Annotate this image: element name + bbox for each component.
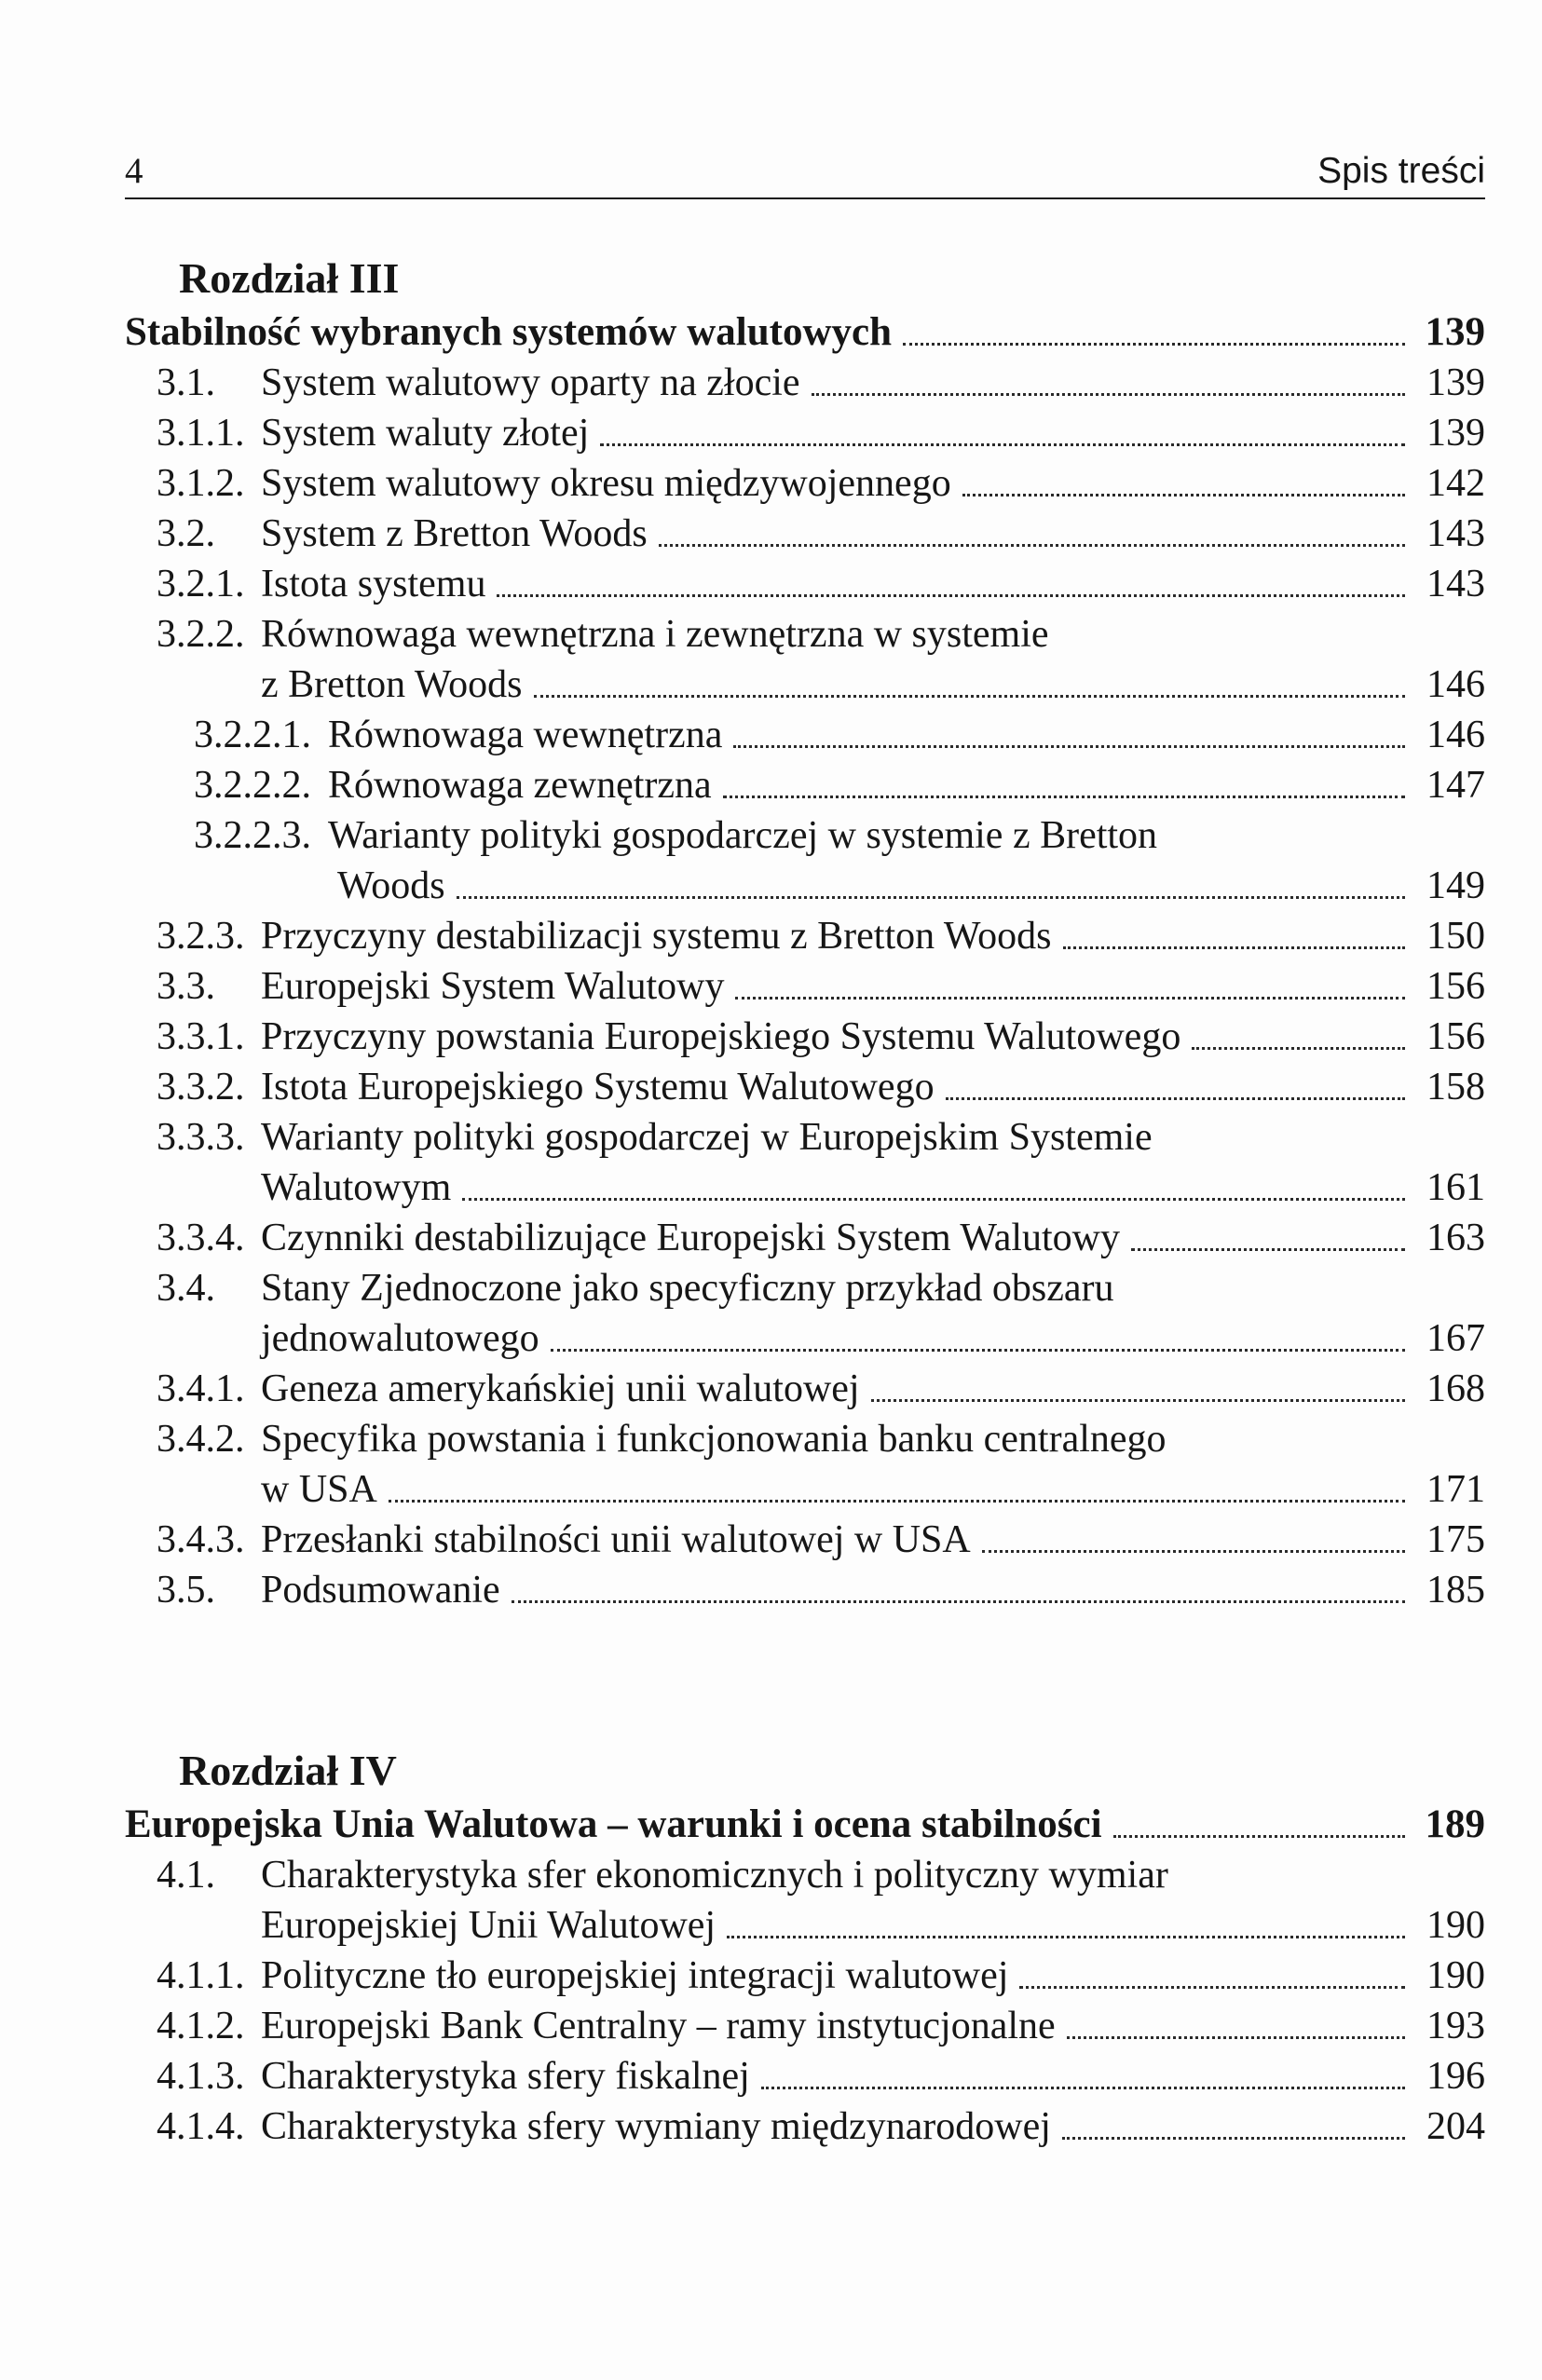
toc-entry[interactable]	[125, 1364, 1485, 1414]
page-reference: 189	[1425, 1802, 1485, 1846]
section-number: 3.3.4.	[157, 1217, 245, 1259]
toc-line	[261, 911, 1485, 961]
toc-entry[interactable]	[125, 1414, 1485, 1464]
dot-leader	[512, 1600, 1405, 1603]
page-reference: 139	[1425, 310, 1485, 354]
toc-entry[interactable]	[125, 1012, 1485, 1062]
section-number: 3.4.3.	[157, 1518, 245, 1561]
toc-entry-continuation[interactable]	[125, 861, 1485, 911]
toc-line	[261, 1464, 1485, 1515]
toc-entry-continuation[interactable]	[125, 1163, 1485, 1213]
toc-entry[interactable]	[125, 1213, 1485, 1263]
toc-line	[261, 2051, 1485, 2101]
dot-leader	[1062, 2137, 1405, 2140]
section-title: Czynniki destabilizujące Europejski System Walutowy	[261, 1217, 1121, 1259]
section-title: Równowaga zewnętrzna	[328, 764, 712, 807]
toc-line	[261, 660, 1485, 710]
section-number: 3.2.	[157, 512, 215, 555]
toc-line	[261, 1364, 1485, 1414]
section-number: 3.4.1.	[157, 1367, 245, 1410]
section-title: System walutowy okresu międzywojennego	[261, 462, 951, 505]
section-title: Równowaga wewnętrzna	[328, 714, 723, 756]
section-title: Charakterystyka sfery fiskalnej	[261, 2055, 750, 2098]
section-title: Geneza amerykańskiej unii walutowej	[261, 1367, 860, 1410]
toc-line	[125, 307, 1485, 358]
section-number: 3.4.	[157, 1267, 215, 1310]
toc-entry[interactable]	[125, 2101, 1485, 2152]
page-reference: 185	[1426, 1569, 1485, 1612]
page-reference: 175	[1426, 1518, 1485, 1561]
toc-entry[interactable]	[125, 961, 1485, 1012]
dot-leader	[1113, 1835, 1405, 1838]
section-title: Warianty polityki gospodarczej w systemie z Bretton	[328, 814, 1158, 857]
toc-line	[261, 961, 1485, 1012]
section-number: 3.1.1.	[157, 412, 245, 455]
toc-line	[261, 408, 1485, 458]
toc-entry[interactable]	[125, 1850, 1485, 1900]
page-reference: 156	[1426, 965, 1485, 1008]
dot-leader	[534, 695, 1406, 698]
toc-entry[interactable]	[125, 609, 1485, 660]
dot-leader	[812, 393, 1405, 396]
dot-leader	[462, 1198, 1405, 1201]
section-number: 3.2.2.1.	[194, 714, 311, 756]
toc-entry[interactable]	[125, 810, 1485, 861]
dot-leader	[962, 494, 1405, 496]
section-number: 3.2.2.2.	[194, 764, 311, 807]
page-reference: 204	[1426, 2105, 1485, 2148]
section-number: 4.1.1.	[157, 1954, 245, 1997]
toc-line	[261, 1012, 1485, 1062]
page-reference: 171	[1426, 1468, 1485, 1511]
toc-entry[interactable]	[125, 1112, 1485, 1163]
section-number: 3.4.2.	[157, 1418, 245, 1461]
section-title-continued: Walutowym	[261, 1166, 452, 1209]
toc-line	[261, 509, 1485, 559]
section-title-continued: Woods	[337, 864, 445, 907]
section-number: 4.1.	[157, 1854, 215, 1897]
section-number: 3.3.2.	[157, 1066, 245, 1108]
page-reference: 190	[1426, 1954, 1485, 1997]
dot-leader	[497, 594, 1405, 597]
page-reference: 146	[1426, 714, 1485, 756]
section-title: Warianty polityki gospodarczej w Europejskim Systemie	[261, 1116, 1153, 1159]
dot-leader	[659, 544, 1405, 547]
dot-leader	[1063, 946, 1406, 949]
chapter-title: Europejska Unia Walutowa – warunki i ocena stabilności	[125, 1802, 1102, 1846]
dot-leader	[903, 343, 1405, 346]
page-reference: 196	[1426, 2055, 1485, 2098]
dot-leader	[723, 796, 1405, 798]
toc-entry-continuation[interactable]	[125, 1464, 1485, 1515]
page-reference: 190	[1426, 1904, 1485, 1947]
dot-leader	[1067, 2036, 1405, 2039]
page-reference: 139	[1426, 361, 1485, 404]
dot-leader	[727, 1936, 1405, 1938]
section-number: 3.2.3.	[157, 915, 245, 958]
toc-entry[interactable]	[125, 2051, 1485, 2101]
dot-leader	[871, 1399, 1405, 1402]
page-reference: 150	[1426, 915, 1485, 958]
dot-leader	[1019, 1986, 1405, 1989]
page-reference: 156	[1426, 1015, 1485, 1058]
page-reference: 143	[1426, 512, 1485, 555]
dot-leader	[733, 745, 1405, 748]
section-number: 3.1.2.	[157, 462, 245, 505]
section-title-continued: w USA	[261, 1468, 377, 1511]
toc-line	[261, 1515, 1485, 1565]
chapter-title-row	[125, 307, 1485, 358]
section-number: 4.1.2.	[157, 2005, 245, 2047]
section-title: Specyfika powstania i funkcjonowania banku centralnego	[261, 1418, 1167, 1461]
toc-line	[261, 358, 1485, 408]
page-reference: 168	[1426, 1367, 1485, 1410]
section-title: System walutowy oparty na złocie	[261, 361, 800, 404]
toc-entry[interactable]	[125, 559, 1485, 609]
toc-line	[261, 1213, 1485, 1263]
toc-entry-continuation[interactable]	[125, 1313, 1485, 1364]
toc-line	[261, 1951, 1485, 2001]
toc-entry[interactable]	[125, 1062, 1485, 1112]
section-title: Europejski System Walutowy	[261, 965, 725, 1008]
section-number: 3.2.2.3.	[194, 814, 311, 857]
section-title: Równowaga wewnętrzna i zewnętrzna w systemie	[261, 613, 1049, 656]
section-title: Charakterystyka sfer ekonomicznych i polityczny wymiar	[261, 1854, 1168, 1897]
toc-entry[interactable]	[125, 2001, 1485, 2051]
section-title-continued: Europejskiej Unii Walutowej	[261, 1904, 716, 1947]
toc-line	[328, 760, 1485, 810]
section-title-continued: jednowalutowego	[261, 1317, 539, 1360]
section-title: System waluty złotej	[261, 412, 590, 455]
section-number: 3.3.3.	[157, 1116, 245, 1159]
dot-leader	[1131, 1248, 1405, 1251]
toc-line	[261, 2101, 1485, 2152]
dot-leader	[457, 896, 1405, 899]
section-title: Przyczyny destabilizacji systemu z Bretton Woods	[261, 915, 1052, 958]
chapter-label: Rozdział III	[179, 254, 400, 302]
section-number: 3.3.	[157, 965, 215, 1008]
page-header	[125, 149, 1485, 199]
section-title-continued: z Bretton Woods	[261, 663, 523, 706]
dot-leader	[551, 1349, 1405, 1352]
dot-leader	[735, 997, 1405, 1000]
page-reference: 139	[1426, 412, 1485, 455]
toc-line	[261, 458, 1485, 509]
page-reference: 147	[1426, 764, 1485, 807]
toc-entry[interactable]	[125, 1565, 1485, 1615]
dot-leader	[946, 1097, 1405, 1100]
section-title: Europejski Bank Centralny – ramy instytucjonalne	[261, 2005, 1056, 2047]
dot-leader	[761, 2087, 1405, 2089]
running-title: Spis treści	[1317, 151, 1485, 191]
toc-line	[261, 1900, 1485, 1951]
page-reference: 167	[1426, 1317, 1485, 1360]
section-number: 3.3.1.	[157, 1015, 245, 1058]
section-title: Przyczyny powstania Europejskiego Systemu Walutowego	[261, 1015, 1181, 1058]
page-reference: 193	[1426, 2005, 1485, 2047]
page-reference: 163	[1426, 1217, 1485, 1259]
chapter-label: Rozdział IV	[179, 1747, 397, 1794]
section-number: 3.2.1.	[157, 563, 245, 605]
toc-line	[125, 1800, 1485, 1850]
chapter-3-section	[125, 250, 1485, 1615]
chapter-title-row	[125, 1800, 1485, 1850]
toc-line	[261, 2001, 1485, 2051]
toc-entry[interactable]	[125, 509, 1485, 559]
page-reference: 149	[1426, 864, 1485, 907]
toc-entry[interactable]	[125, 1263, 1485, 1313]
dot-leader	[600, 443, 1405, 446]
section-title: Charakterystyka sfery wymiany międzynarodowej	[261, 2105, 1051, 2148]
page-reference: 142	[1426, 462, 1485, 505]
page-reference: 146	[1426, 663, 1485, 706]
section-title: Polityczne tło europejskiej integracji walutowej	[261, 1954, 1009, 1997]
toc-entry-continuation[interactable]	[125, 1900, 1485, 1951]
toc-line	[261, 1313, 1485, 1364]
dot-leader	[982, 1550, 1405, 1553]
toc-entry[interactable]	[125, 1951, 1485, 2001]
section-title: Przesłanki stabilności unii walutowej w USA	[261, 1518, 971, 1561]
section-title: Podsumowanie	[261, 1569, 500, 1612]
toc-entry[interactable]	[125, 408, 1485, 458]
toc-entry[interactable]	[125, 1515, 1485, 1565]
toc-entry[interactable]	[125, 458, 1485, 509]
toc-entry[interactable]	[125, 760, 1485, 810]
toc-line	[328, 710, 1485, 760]
page-number: 4	[125, 151, 143, 191]
toc-line	[261, 559, 1485, 609]
toc-entry[interactable]	[125, 911, 1485, 961]
page-reference: 161	[1426, 1166, 1485, 1209]
toc-line	[337, 861, 1485, 911]
section-title: System z Bretton Woods	[261, 512, 648, 555]
section-title: Istota systemu	[261, 563, 486, 605]
page-reference: 158	[1426, 1066, 1485, 1108]
section-number: 3.1.	[157, 361, 215, 404]
toc-entry-continuation[interactable]	[125, 660, 1485, 710]
toc-line	[261, 1163, 1485, 1213]
section-title: Stany Zjednoczone jako specyficzny przykład obszaru	[261, 1267, 1114, 1310]
toc-entry[interactable]	[125, 358, 1485, 408]
section-number: 3.5.	[157, 1569, 215, 1612]
section-number: 3.2.2.	[157, 613, 245, 656]
section-number: 4.1.3.	[157, 2055, 245, 2098]
toc-line	[261, 1062, 1485, 1112]
dot-leader	[389, 1500, 1405, 1503]
page-reference: 143	[1426, 563, 1485, 605]
section-number: 4.1.4.	[157, 2105, 245, 2148]
toc-entry[interactable]	[125, 710, 1485, 760]
toc-line	[261, 1565, 1485, 1615]
chapter-title: Stabilność wybranych systemów walutowych	[125, 310, 893, 354]
chapter-4-section	[125, 1742, 1485, 2152]
dot-leader	[1192, 1047, 1405, 1050]
section-title: Istota Europejskiego Systemu Walutowego	[261, 1066, 935, 1108]
